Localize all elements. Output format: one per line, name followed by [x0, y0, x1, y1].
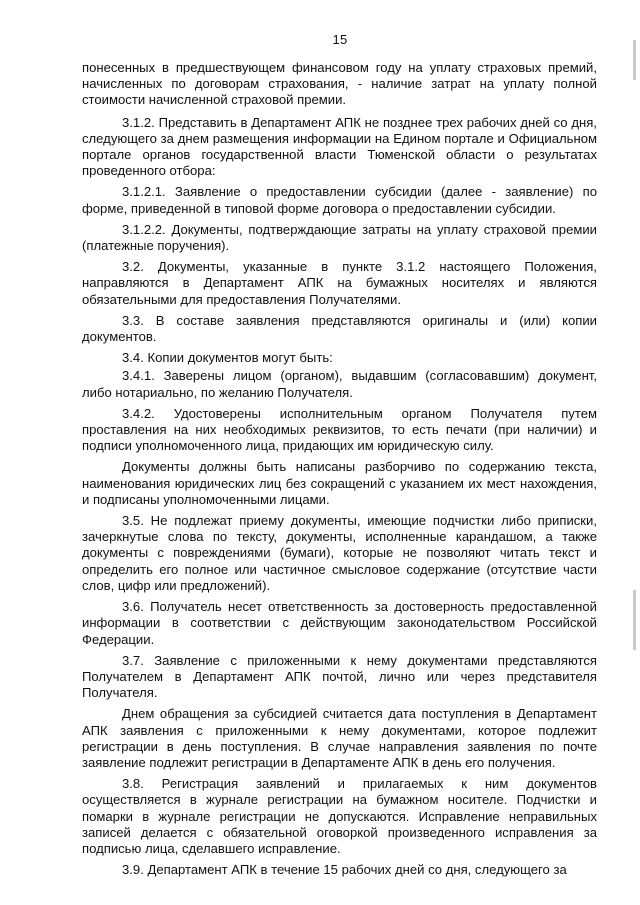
paragraph-3-9: 3.9. Департамент АПК в течение 15 рабочих дней со дня, следующего за	[122, 862, 567, 878]
paragraph-3-2: 3.2. Документы, указанные в пункте 3.1.2 настоящего Положения, направляются в Департамент АПК на бумажных носителях и являются обязательными для предоставления Получателями.	[82, 259, 597, 307]
scan-edge-mark	[633, 40, 636, 80]
paragraph-3-4-1: 3.4.1. Заверены лицом (органом), выдавшим (согласовавшим) документ, либо нотариально, по желанию Получателя.	[82, 368, 597, 400]
paragraph-3-8: 3.8. Регистрация заявлений и прилагаемых к ним документов осуществляется в журнале регистрации на бумажном носителе. Подчистки и помарки в журнале регистрации не допускаются. Исправление неправильных записей делается с обязательной оговоркой произведенного исправления за подписью лица, сделавшего исправление.	[82, 776, 597, 856]
paragraph-3-1-2: 3.1.2. Представить в Департамент АПК не позднее трех рабочих дней со дня, следующего за днем размещения информации на Едином портале и Официальном портале органов государственной власти Тюменской области о результатах проведенного отбора:	[82, 114, 597, 179]
paragraph-3-7: 3.7. Заявление с приложенными к нему документами представляются Получателем в Департамент АПК почтой, лично или через представителя Получателя.	[82, 652, 597, 701]
paragraph-3-5: 3.5. Не подлежат приему документы, имеющие подчистки либо приписки, зачеркнутые слова по тексту, документы, исполненные карандашом, а также документы с повреждениями (бумаги), которые не позволяют читать текст и определить его полное или частичное смысловое содержание (отсутствие части слов, цифр или предложений).	[82, 513, 597, 593]
paragraph-3-4-2: 3.4.2. Удостоверены исполнительным органом Получателя путем проставления на них необходимых реквизитов, то есть печати (при наличии) и подписи уполномоченного лица, придающих им юридическую силу.	[82, 405, 597, 454]
paragraph-application-date: Днем обращения за субсидией считается дата поступления в Департамент АПК заявления с приложенными к нему документами, которое подлежит регистрации в день поступления. В случае направления заявления по почте заявление подлежит регистрации в Департаменте АПК в день его получения.	[82, 706, 597, 770]
paragraph-documents-requirements: Документы должны быть написаны разборчиво по содержанию текста, наименования юридических лиц без сокращений с указанием их мест нахождения, и подписаны уполномоченными лицами.	[82, 459, 597, 507]
paragraph-3-3: 3.3. В составе заявления представляются оригиналы и (или) копии документов.	[82, 312, 597, 345]
paragraph-3-6: 3.6. Получатель несет ответственность за достоверность предоставленной информации в соответствии с действующим законодательством Российской Федерации.	[82, 599, 597, 647]
paragraph-continuation: понесенных в предшествующем финансовом году на уплату страховых премий, начисленных по договорам страхования, - наличие затрат на уплату полной стоимости начисленной страховой премии.	[82, 60, 597, 108]
scan-edge-mark	[633, 590, 636, 650]
paragraph-3-1-2-2: 3.1.2.2. Документы, подтверждающие затраты на уплату страховой премии (платежные поручения).	[82, 221, 597, 254]
document-body	[82, 60, 597, 883]
paragraph-3-4: 3.4. Копии документов могут быть:	[122, 350, 333, 366]
page-number: 15	[332, 32, 348, 47]
paragraph-3-1-2-1: 3.1.2.1. Заявление о предоставлении субсидии (далее - заявление) по форме, приведенной в типовой форме договора о предоставлении субсидии.	[82, 184, 597, 216]
